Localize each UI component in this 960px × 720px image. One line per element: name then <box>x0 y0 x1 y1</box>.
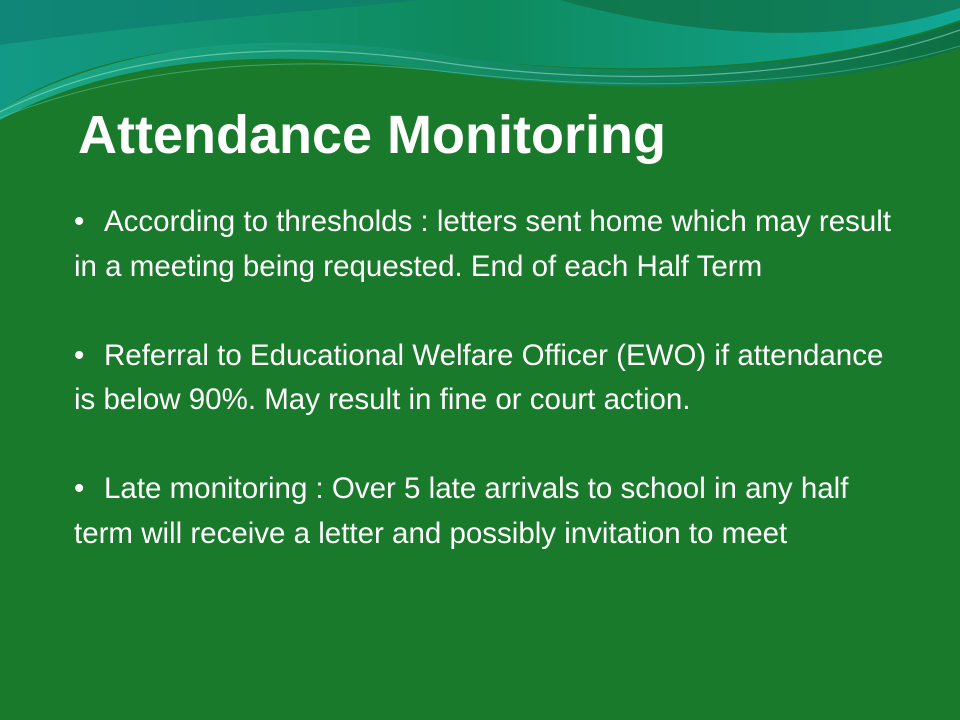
bullet-text: Referral to Educational Welfare Officer (EWO) if attendance is below 90%. May result in fine or court action. <box>74 338 884 416</box>
bullet-symbol: • <box>74 338 85 372</box>
bullet-item-ewo-referral <box>74 334 894 423</box>
bullet-list <box>74 200 894 556</box>
bullet-text: According to thresholds : letters sent home which may result in a meeting being requested. End of each Half Term <box>74 205 892 283</box>
bullet-item-late-monitoring <box>74 467 894 556</box>
bullet-item-thresholds <box>74 200 894 289</box>
slide-title: Attendance Monitoring <box>78 105 666 165</box>
bullet-symbol: • <box>74 205 85 238</box>
bullet-text: Late monitoring : Over 5 late arrivals to school in any half term will receive a letter and possibly invitation to meet <box>74 472 849 550</box>
bullet-symbol: • <box>74 472 85 505</box>
